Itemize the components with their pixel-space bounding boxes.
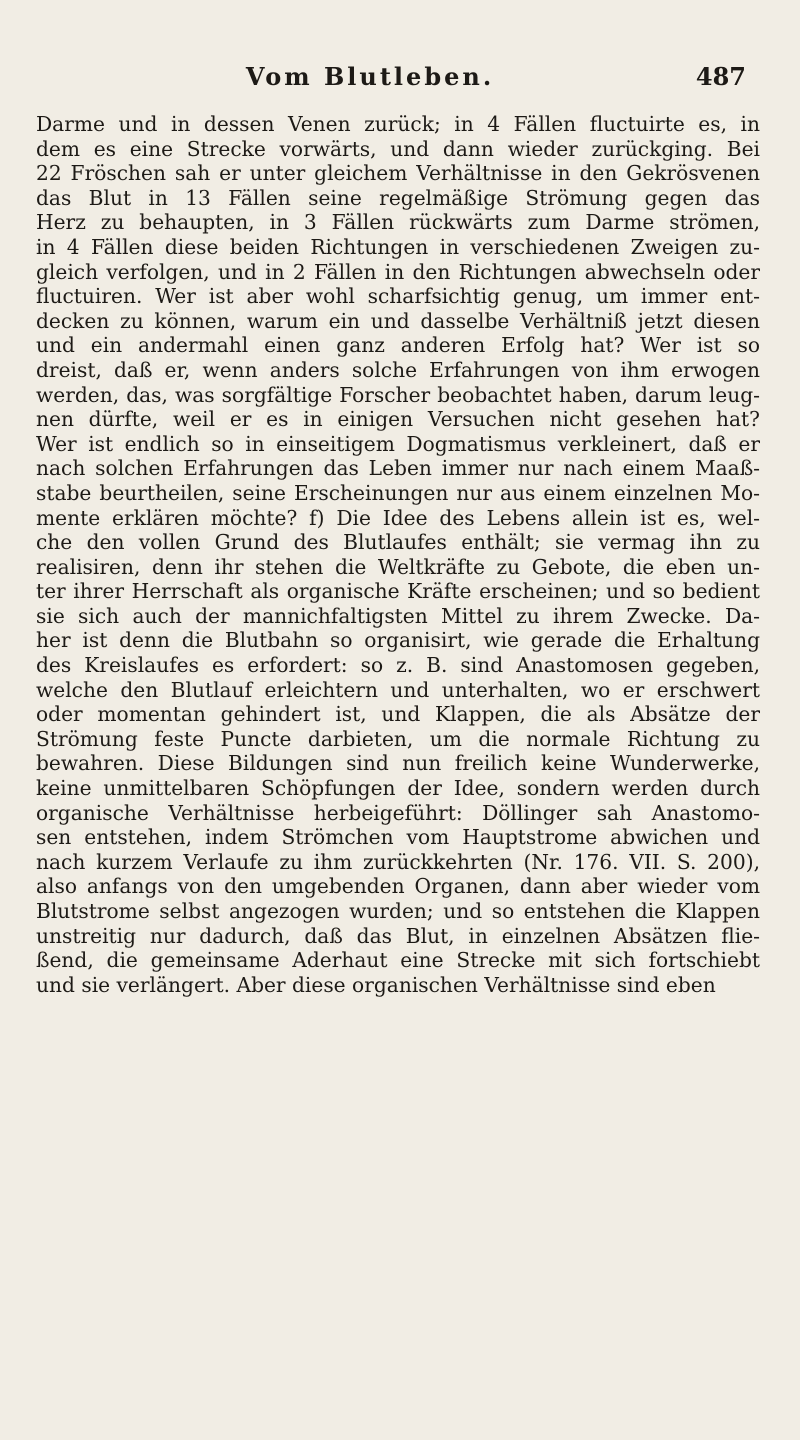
text-line: dreist, daß er, wenn anders solche Erfahrungen von ihm erwogen: [36, 357, 760, 382]
text-line: bewahren. Diese Bildungen sind nun freilich keine Wunderwerke,: [36, 751, 760, 776]
text-line: Blutstrome selbst angezogen wurden; und so entstehen die Klappen: [36, 899, 760, 923]
text-line: unstreitig nur dadurch, daß das Blut, in einzelnen Absätzen flie-: [36, 923, 760, 948]
body-text: [36, 112, 760, 997]
text-line: Herz zu behaupten, in 3 Fällen rückwärts zum Darme strömen,: [36, 210, 760, 235]
text-line: also anfangs von den umgebenden Organen, dann aber wieder vom: [36, 874, 760, 899]
text-line: gleich verfolgen, und in 2 Fällen in den Richtungen abwechseln oder: [36, 259, 760, 284]
text-line: fluctuiren. Wer ist aber wohl scharfsichtig genug, um immer ent-: [36, 284, 760, 309]
text-line: Darme und in dessen Venen zurück; in 4 Fällen fluctuirte es, in: [36, 112, 760, 136]
text-line: und ein andermahl einen ganz anderen Erfolg hat? Wer ist so: [36, 333, 760, 358]
text-line: keine unmittelbaren Schöpfungen der Idee, sondern werden durch: [36, 776, 760, 801]
text-line: her ist denn die Blutbahn so organisirt, wie gerade die Erhaltung: [36, 628, 760, 653]
text-line: und sie verlängert. Aber diese organischen Verhältnisse sind eben: [36, 972, 716, 997]
text-line: des Kreislaufes es erfordert: so z. B. sind Anastomosen gegeben,: [36, 653, 760, 678]
text-line: sie sich auch der mannichfaltigsten Mittel zu ihrem Zwecke. Da-: [36, 603, 760, 628]
text-line: nach solchen Erfahrungen das Leben immer nur nach einem Maaß-: [36, 456, 760, 481]
text-line: das Blut in 13 Fällen seine regelmäßige Strömung gegen das: [36, 185, 760, 210]
text-line: sen entstehen, indem Strömchen vom Hauptstrome abwichen und: [36, 825, 760, 850]
text-line: mente erklären möchte? f) Die Idee des Lebens allein ist es, wel-: [36, 505, 760, 530]
running-title: Vom Blutleben.: [245, 62, 495, 91]
text-line: in 4 Fällen diese beiden Richtungen in verschiedenen Zweigen zu-: [36, 234, 760, 259]
text-line: Wer ist endlich so in einseitigem Dogmatismus verkleinert, daß er: [36, 431, 760, 456]
text-line: stabe beurtheilen, seine Erscheinungen nur aus einem einzelnen Mo-: [36, 480, 760, 505]
text-line: ter ihrer Herrschaft als organische Kräfte erscheinen; und so bedient: [36, 579, 760, 604]
text-line: ßend, die gemeinsame Aderhaut eine Strecke mit sich fortschiebt: [36, 948, 760, 973]
text-line: 22 Fröschen sah er unter gleichem Verhältnisse in den Gekrösvenen: [36, 161, 760, 186]
text-line: nach kurzem Verlaufe zu ihm zurückkehrten (Nr. 176. VII. S. 200),: [36, 849, 760, 874]
text-line: welche den Blutlauf erleichtern und unterhalten, wo er erschwert: [36, 677, 760, 702]
text-line: nen dürfte, weil er es in einigen Versuchen nicht gesehen hat?: [36, 407, 760, 432]
text-line: realisiren, denn ihr stehen die Weltkräfte zu Gebote, die eben un-: [36, 554, 760, 579]
text-line: werden, das, was sorgfältige Forscher beobachtet haben, darum leug-: [36, 382, 760, 407]
text-line: che den vollen Grund des Blutlaufes enthält; sie vermag ihn zu: [36, 530, 760, 555]
text-line: oder momentan gehindert ist, und Klappen, die als Absätze der: [36, 702, 760, 727]
text-line: decken zu können, warum ein und dasselbe Verhältniß jetzt diesen: [36, 308, 760, 333]
page-header: [0, 62, 800, 102]
text-line: organische Verhältnisse herbeigeführt: Döllinger sah Anastomo-: [36, 800, 760, 825]
page-number: 487: [695, 62, 746, 91]
text-line: Strömung feste Puncte darbieten, um die normale Richtung zu: [36, 726, 760, 751]
text-line: dem es eine Strecke vorwärts, und dann wieder zurückging. Bei: [36, 136, 760, 161]
